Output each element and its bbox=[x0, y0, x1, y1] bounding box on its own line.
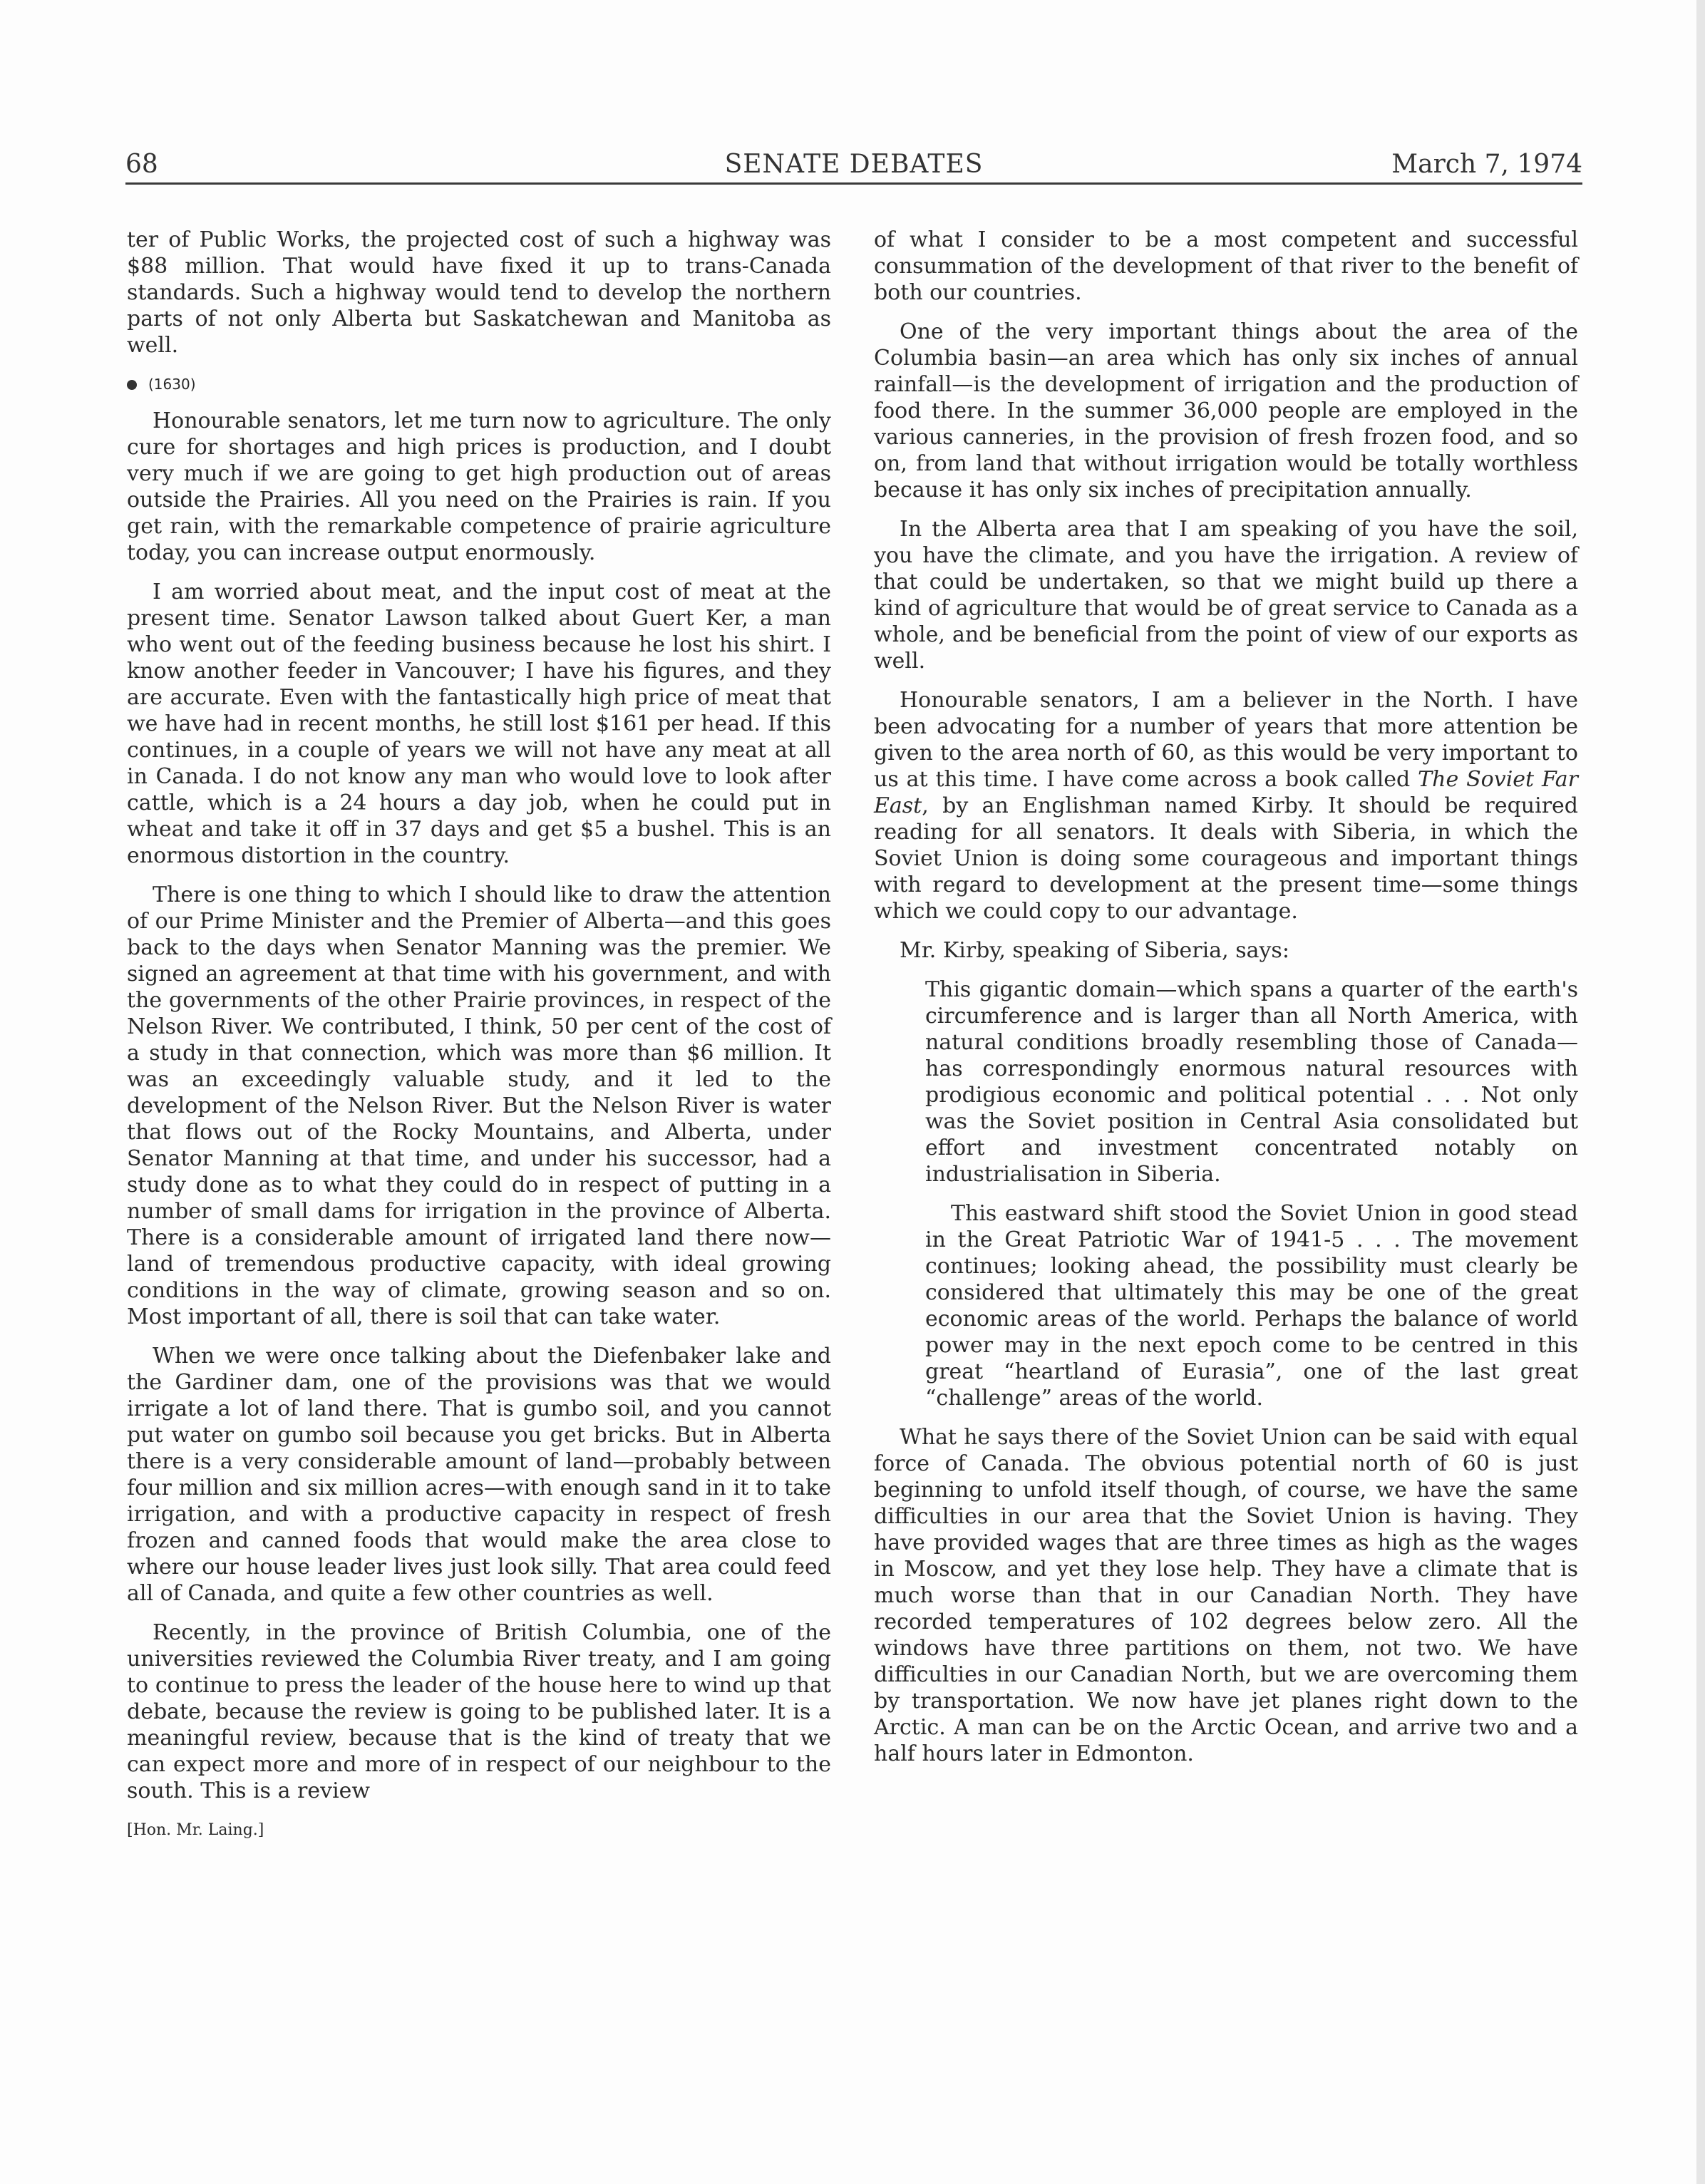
page-number: 68 bbox=[125, 150, 158, 179]
right-column bbox=[874, 227, 1578, 1780]
paragraph: ter of Public Works, the projected cost of such a highway was $88 million. That would have fixed it up to trans-Canada standards. Such a highway would tend to develop the northern parts of not only Alberta but Saskatchewan and Manitoba as well. bbox=[127, 227, 831, 358]
bullet-icon bbox=[127, 380, 137, 390]
left-column bbox=[127, 227, 831, 1856]
header-rule bbox=[125, 182, 1582, 185]
page-date: March 7, 1974 bbox=[1391, 150, 1582, 179]
paragraph: When we were once talking about the Diefenbaker lake and the Gardiner dam, one of the provisions was that we would irrigate a lot of land there. That is gumbo soil, and you cannot put water on gumbo soil because you get bricks. But in Alberta there is a very considerable amount of land—probably between four million and six million acres—with enough sand in it to take irrigation, and with a productive capacity in respect of fresh frozen and canned foods that would make the area close to where our house leader lives just look silly. That area could feed all of Canada, and quite a few other countries as well. bbox=[127, 1344, 831, 1606]
paragraph-text: Honourable senators, I am a believer in the North. I have been advocating for a number of years that more attention be given to the area north of 60, as this would be very important to us at this time. I have come across a book called bbox=[874, 688, 1578, 792]
paragraph: In the Alberta area that I am speaking of you have the soil, you have the climate, and you have the irrigation. A review of that could be undertaken, so that we might build up there a kind of agriculture that would be of great service to Canada as a whole, and be beneficial from the point of view of our exports as well. bbox=[874, 517, 1578, 674]
paragraph: What he says there of the Soviet Union can be said with equal force of Canada. The obvious potential north of 60 is just beginning to unfold itself though, of course, we have the same difficulties in our area that the Soviet Union is having. They have provided wages that are three times as high as the wages in Moscow, and yet they lose help. They have a climate that is much worse than that in our Canadian North. They have recorded temperatures of 102 degrees below zero. All the windows have three partitions on them, not two. We have difficulties in our Canadian North, but we are overcoming them by transportation. We now have jet planes right down to the Arctic. A man can be on the Arctic Ocean, and arrive two and a half hours later in Edmonton. bbox=[874, 1425, 1578, 1766]
paragraph: There is one thing to which I should like to draw the attention of our Prime Minister and the Premier of Alberta—and this goes back to the days when Senator Manning was the premier. We signed an agreement at that time with his government, and with the governments of the other Prairie provinces, in respect of the Nelson River. We contributed, I think, 50 per cent of the cost of a study in that connection, which was more than $6 million. It was an exceedingly valuable study, and it led to the development of the Nelson River. But the Nelson River is water that flows out of the Rocky Mountains, and Alberta, under Senator Manning at that time, and under his successor, had a study done as to what they could do in respect of putting in a number of small dams for irrigation in the province of Alberta. There is a considerable amount of irrigated land there now—land of tremendous productive capacity, with ideal growing conditions in the way of climate, growing season and so on. Most important of all, there is soil that can take water. bbox=[127, 882, 831, 1329]
quote-paragraph: This gigantic domain—which spans a quarter of the earth's circumference and is larger than all North America, with natural conditions broadly resembling those of Canada—has correspondingly enormous natural resources with prodigious economic and political potential . . . Not only was the Soviet position in Central Asia consolidated but effort and investment concentrated notably on industrialisation in Siberia. bbox=[925, 977, 1578, 1187]
page-header bbox=[125, 145, 1582, 182]
paragraph bbox=[874, 687, 1578, 924]
quote-paragraph: This eastward shift stood the Soviet Union in good stead in the Great Patriotic War of 1941-5 . . . The movement continues; looking ahead, the possibility must clearly be considered that ultimately this may be one of the great economic areas of the world. Perhaps the balance of world power may in the next epoch come to be centred in this great “heartland of Eurasia”, one of the last great “challenge” areas of the world. bbox=[925, 1201, 1578, 1411]
publication-title: SENATE DEBATES bbox=[724, 150, 984, 179]
block-quote bbox=[925, 977, 1578, 1411]
paragraph: Mr. Kirby, speaking of Siberia, says: bbox=[900, 938, 1289, 963]
speaker-attribution: [Hon. Mr. Laing.] bbox=[127, 1821, 264, 1839]
paragraph: One of the very important things about the area of the Columbia basin—an area which has only six inches of annual rainfall—is the development of irrigation and the production of food there. In the summer 36,000 people are employed in the various canneries, in the provision of fresh frozen food, and so on, from land that without irrigation would be totally worthless because it has only six inches of precipitation annually. bbox=[874, 319, 1578, 503]
paragraph: Honourable senators, let me turn now to agriculture. The only cure for shortages and high prices is production, and I doubt very much if we are going to get high production out of areas outside the Prairies. All you need on the Prairies is rain. If you get rain, with the remarkable competence of prairie agriculture today, you can increase output enormously. bbox=[127, 408, 831, 565]
time-marker-label: (1630) bbox=[148, 376, 196, 393]
paragraph-text: , by an Englishman named Kirby. It should be required reading for all senators. It deals with Siberia, in which the Soviet Union is doing some courageous and important things with regard to development at the present time—some things which we could copy to our advantage. bbox=[874, 793, 1578, 924]
scan-edge bbox=[1696, 0, 1705, 2184]
book-title: The Soviet Far East bbox=[874, 767, 1578, 818]
time-marker bbox=[127, 371, 831, 398]
paragraph: of what I consider to be a most competent and successful consummation of the development of that river to the benefit of both our countries. bbox=[874, 227, 1578, 305]
paragraph: Recently, in the province of British Columbia, one of the universities reviewed the Columbia River treaty, and I am going to continue to press the leader of the house here to wind up that debate, because the review is going to be published later. It is a meaningful review, because that is the kind of treaty that we can expect more and more of in respect of our neighbour to the south. This is a review bbox=[127, 1620, 831, 1803]
paragraph: I am worried about meat, and the input cost of meat at the present time. Senator Lawson talked about Guert Ker, a man who went out of the feeding business because he lost his shirt. I know another feeder in Vancouver; I have his figures, and they are accurate. Even with the fantastically high price of meat that we have had in recent months, he still lost $161 per head. If this continues, in a couple of years we will not have any meat at all in Canada. I do not know any man who would love to look after cattle, which is a 24 hours a day job, when he could put in wheat and take it off in 37 days and get $5 a bushel. This is an enormous distortion in the country. bbox=[127, 580, 831, 868]
